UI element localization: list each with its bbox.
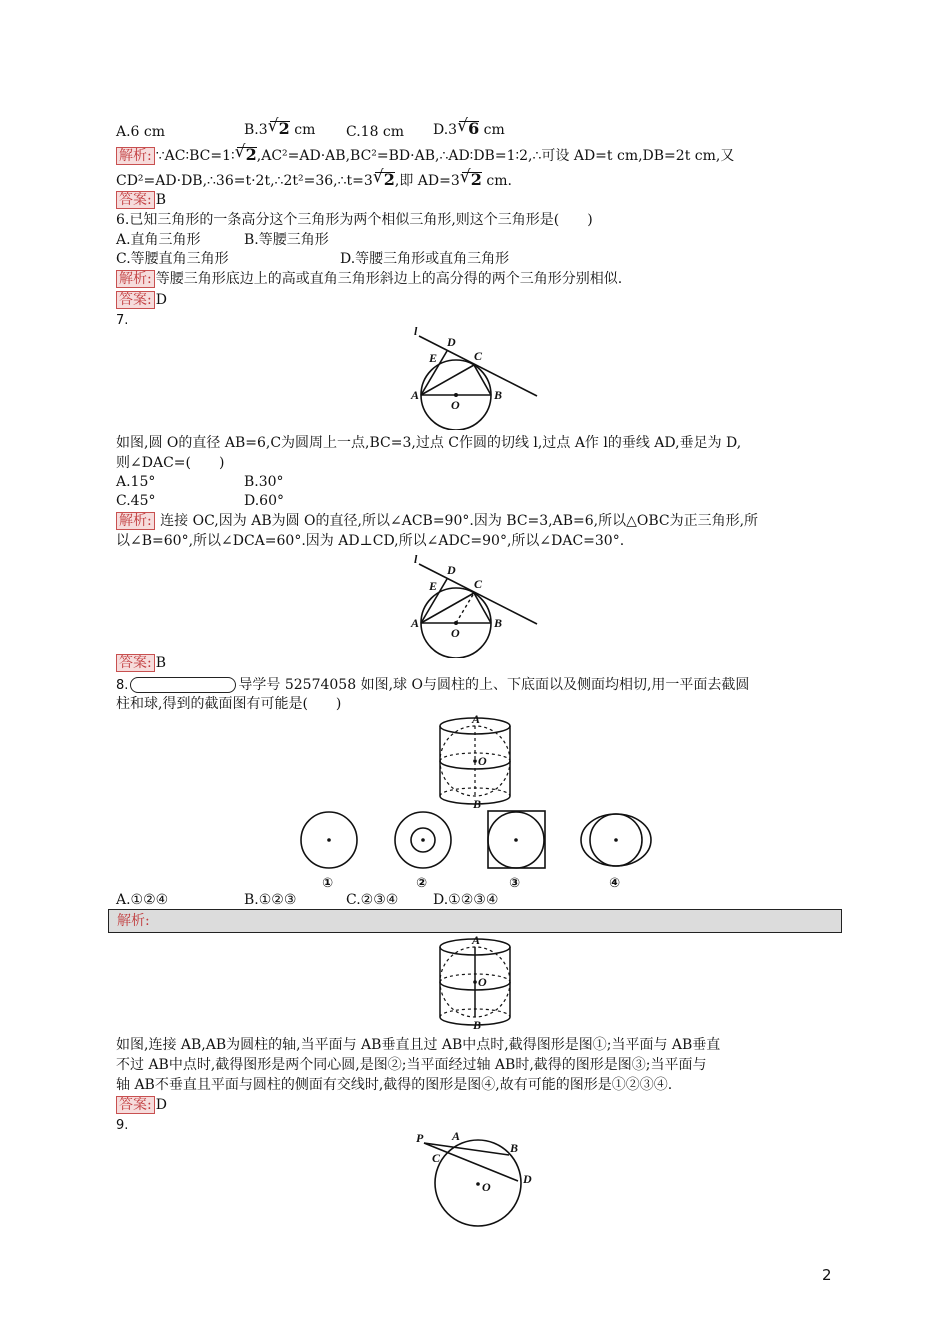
q8-option-b: B.①②③ [244,892,297,908]
answer-tag: 答案: [116,191,155,209]
label-e: E [429,351,438,365]
q5-answer: 答案: B [116,190,166,210]
sqrt-symbol: √ 2 [237,147,257,162]
sqrt-symbol: √ 6 [459,121,479,136]
q6-option-b: B.等腰三角形 [244,232,329,248]
label-e: E [429,579,438,593]
answer-tag: 答案: [116,654,155,672]
shape-label-2: ② [416,876,428,891]
q5-option-b: B.3√ 2 cm [244,120,315,140]
q6-option-a: A.直角三角形 [116,232,201,248]
q7-stem-line-2: 则∠DAC=( ) [116,455,225,471]
label-b: B [494,388,503,402]
q8-option-c: C.②③④ [346,892,399,908]
q6-option-d: D.等腰三角形或直角三角形 [340,251,510,267]
q8-analysis-line-2: 不过 AB中点时,截得图形是两个同心圆,是图②;当平面经过轴 AB时,截得的图形是图③;当平面与 [116,1057,707,1073]
label-d: D [447,563,456,577]
answer-tag: 答案: [116,1096,155,1114]
label-o: O [482,1180,491,1194]
q6-stem: 6.已知三角形的一条高分这个三角形为两个相似三角形,则这个三角形是( ) [116,212,593,228]
q5-analysis-line-1: 解析: ∵AC∶BC=1∶√ 2,AC²=AD·AB,BC²=BD·AB,∴AD∶DB=1∶2,∴可设 AD=t cm,DB=2t cm,又 [116,146,734,166]
label-c: C [474,577,483,591]
q7-option-d: D.60° [244,493,284,509]
label-b: B [510,1141,519,1155]
label-b: B [473,1018,482,1032]
label-a: A [452,1129,461,1143]
q7-stem-line-1: 如图,圆 O的直径 AB=6,C为圆周上一点,BC=3,过点 C作圆的切线 l,过点 A作 l的垂线 AD,垂足为 D, [116,435,742,451]
q9-secant-figure [410,1128,545,1228]
q9-number: 9. [116,1118,129,1133]
analysis-tag: 解析: [116,512,155,530]
label-b: B [473,797,482,811]
analysis-tag: 解析: [116,147,155,165]
label-a: A [472,933,481,947]
label-a: A [411,616,420,630]
shape-label-4: ④ [609,876,621,891]
q7-solution-figure [404,550,544,658]
analysis-tag: 解析: [116,270,155,288]
page-number: 2 [822,1266,832,1284]
q8-cross-section-options [290,808,660,894]
sqrt-symbol: √ 2 [462,172,482,187]
q5-option-a: A.6 cm [116,124,166,140]
q8-option-a: A.①②④ [116,892,169,908]
q8-cylinder-sphere-figure [430,712,520,812]
q5-analysis-line-2: CD²=AD·DB,∴36=t·2t,∴2t²=36,∴t=3√ 2,即 AD=3√ 2 cm. [116,171,512,191]
label-o: O [478,754,487,768]
q7-option-b: B.30° [244,474,284,490]
q6-answer: 答案: D [116,290,167,310]
q7-option-a: A.15° [116,474,156,490]
label-b: B [494,616,503,630]
q5-option-d: D.3√ 6 cm [433,120,505,140]
sqrt-symbol: √ 2 [270,121,290,136]
label-a: A [411,388,420,402]
q7-number: 7. [116,313,129,328]
label-d: D [447,335,456,349]
shape-label-1: ① [322,876,334,891]
shape-label-3: ③ [509,876,521,891]
q6-analysis: 解析: 等腰三角形底边上的高或直角三角形斜边上的高分得的两个三角形分别相似. [116,269,622,289]
q8-answer: 答案: D [116,1095,167,1115]
guide-number-box [130,677,236,693]
q7-option-c: C.45° [116,493,156,509]
q8-analysis-line-1: 如图,连接 AB,AB为圆柱的轴,当平面与 AB垂直且过 AB中点时,截得图形是图①;当平面与 AB垂直 [116,1037,721,1053]
label-o: O [478,975,487,989]
analysis-tag: 解析: [117,913,150,929]
sqrt-symbol: √ 2 [375,172,395,187]
label-p: P [416,1131,424,1145]
q8-analysis-bar [108,909,842,933]
answer-tag: 答案: [116,291,155,309]
q8-analysis-line-3: 轴 AB不垂直且平面与圆柱的侧面有交线时,截得的图形是图④,故有可能的图形是①②③④. [116,1077,673,1093]
label-c: C [474,349,483,363]
q5-option-c: C.18 cm [346,124,405,140]
label-l: l [414,552,418,566]
q8-stem-line-1: 8. 导学号 52574058 如图,球 O与圆柱的上、下底面以及侧面均相切,用一平面去截圆 [116,677,750,693]
label-o: O [451,626,460,640]
q7-analysis-line-1: 解析: 连接 OC,因为 AB为圆 O的直径,所以∠ACB=90°.因为 BC=3,AB=6,所以△OBC为正三角形,所 [116,511,758,531]
label-o: O [451,398,460,412]
label-a: A [472,712,481,726]
q7-circle-tangent-figure [404,322,544,430]
label-c: C [432,1151,441,1165]
q6-option-c: C.等腰直角三角形 [116,251,229,267]
label-l: l [414,324,418,338]
q8-solution-figure [430,933,520,1033]
q7-answer: 答案: B [116,653,166,673]
q8-stem-line-2: 柱和球,得到的截面图有可能是( ) [116,696,342,712]
q7-analysis-line-2: 以∠B=60°,所以∠DCA=60°.因为 AD⊥CD,所以∠ADC=90°,所以∠DAC=30°. [116,533,625,549]
label-d: D [523,1172,532,1186]
q8-option-d: D.①②③④ [433,892,499,908]
